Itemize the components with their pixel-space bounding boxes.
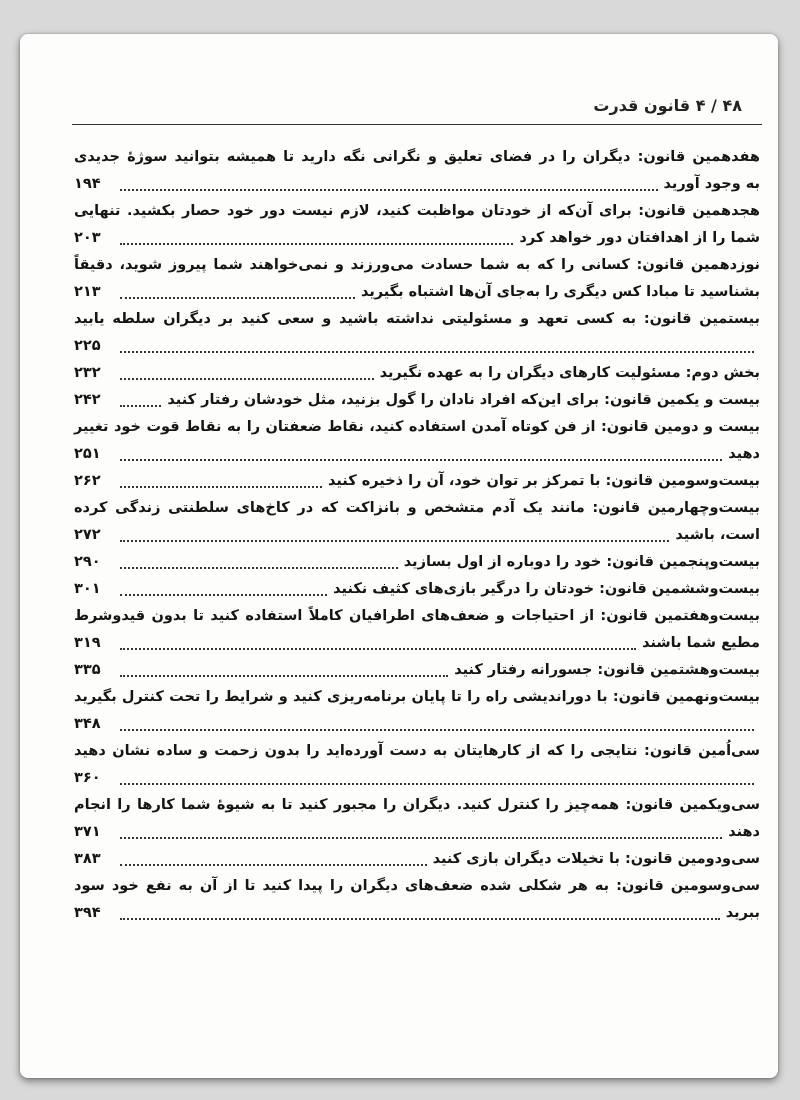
toc-page-number: ۲۴۲	[74, 392, 101, 408]
toc-page-number: ۱۹۴	[74, 176, 101, 192]
toc-entry	[74, 576, 760, 603]
toc-entry-title: بیست و یکمین قانون: برای این‌که افراد نادان را گول بزنید، مثل خودشان رفتار کنید	[167, 392, 760, 408]
toc-page-number: ۳۰۱	[74, 581, 101, 597]
toc-page-number: ۳۶۰	[74, 770, 101, 786]
toc-entry-row	[74, 846, 760, 873]
toc-entry-title: بخش دوم: مسئولیت کارهای دیگران را به عهده نگیرید	[379, 365, 760, 381]
dot-leader	[120, 405, 161, 407]
book-page	[20, 34, 778, 1078]
dot-leader	[120, 486, 322, 488]
dot-leader	[120, 837, 722, 839]
toc-entry	[74, 414, 760, 468]
toc-entry-title: نوزدهمین قانون: کسانی را که به شما حسادت می‌ورزند و نمی‌خواهند شما پیروز شوید، دقیقاً	[74, 257, 760, 273]
dot-leader	[120, 864, 427, 866]
toc-page-number: ۲۷۲	[74, 527, 101, 543]
toc-entry-row	[74, 468, 760, 495]
toc-entry-row	[74, 279, 760, 306]
dot-leader	[120, 351, 754, 353]
toc-page-number: ۲۹۰	[74, 554, 101, 570]
dot-leader	[120, 459, 722, 461]
toc-entry-row	[74, 657, 760, 684]
toc-entry-title: سی‌ویکمین قانون: همه‌چیز را کنترل کنید. دیگران را مجبور کنید تا به شیوهٔ شما کارها را انجام	[74, 797, 760, 813]
toc-entry	[74, 495, 760, 549]
toc-entry	[74, 360, 760, 387]
toc-entry-row	[74, 522, 760, 549]
toc-entry-row	[74, 441, 760, 468]
toc-entry-continuation: شما را از اهدافتان دور خواهد کرد	[519, 230, 760, 246]
toc-entry-continuation: است، باشید	[675, 527, 760, 543]
toc-entry	[74, 144, 760, 198]
toc-entry-title: بیست‌وپنجمین قانون: خود را دوباره از اول بسازید	[403, 554, 760, 570]
toc-entry	[74, 252, 760, 306]
dot-leader	[120, 675, 448, 677]
toc-entry-continuation: به وجود آورید	[663, 176, 760, 192]
toc-entry-row	[74, 360, 760, 387]
dot-leader	[120, 918, 720, 920]
toc-entry-title: سی‌وسومین قانون: به هر شکلی شده ضعف‌های دیگران را پیدا کنید تا از آن به نفع خود سود	[74, 878, 760, 894]
toc-entry-row	[74, 765, 760, 792]
toc-page-number: ۲۳۲	[74, 365, 101, 381]
dot-leader	[120, 297, 355, 299]
toc-entry-row	[74, 225, 760, 252]
toc-entry-title: هفدهمین قانون: دیگران را در فضای تعلیق و نگرانی نگه دارید تا همیشه بتوانید سوژهٔ جدیدی	[74, 149, 760, 165]
toc-page-number: ۲۱۳	[74, 284, 101, 300]
toc-entry-continuation: دهند	[728, 824, 760, 840]
dot-leader	[120, 648, 636, 650]
toc-entry	[74, 603, 760, 657]
toc-page-number: ۲۵۱	[74, 446, 101, 462]
toc-entry-row	[74, 576, 760, 603]
toc-entry-row	[74, 900, 760, 927]
toc-entry	[74, 738, 760, 792]
dot-leader	[120, 783, 754, 785]
table-of-contents	[74, 144, 760, 927]
toc-page-number: ۳۳۵	[74, 662, 101, 678]
dot-leader	[120, 243, 513, 245]
toc-entry	[74, 387, 760, 414]
toc-page-number: ۳۱۹	[74, 635, 101, 651]
toc-entry-row	[74, 630, 760, 657]
toc-page-number: ۳۷۱	[74, 824, 101, 840]
dot-leader	[120, 378, 374, 380]
toc-entry	[74, 873, 760, 927]
dot-leader	[120, 189, 658, 191]
toc-entry	[74, 684, 760, 738]
toc-entry	[74, 792, 760, 846]
toc-entry	[74, 846, 760, 873]
toc-entry-title: بیست‌وششمین قانون: خودتان را درگیر بازی‌های کثیف نکنید	[333, 581, 760, 597]
toc-entry	[74, 306, 760, 360]
dot-leader	[120, 729, 754, 731]
toc-entry	[74, 468, 760, 495]
toc-entry-title: بیست‌وهشتمین قانون: جسورانه رفتار کنید	[454, 662, 760, 678]
toc-entry-row	[74, 549, 760, 576]
toc-entry	[74, 657, 760, 684]
page-header-title: ۴۸ / ۴ قانون قدرت	[593, 96, 742, 115]
toc-page-number: ۲۰۳	[74, 230, 101, 246]
toc-entry-row	[74, 711, 760, 738]
toc-entry-title: سی‌ودومین قانون: با تخیلات دیگران بازی کنید	[432, 851, 760, 867]
toc-entry-row	[74, 387, 760, 414]
toc-entry-continuation: دهید	[728, 446, 760, 462]
toc-entry-title: هجدهمین قانون: برای آن‌که از خودتان مواظبت کنید، لازم نیست دور خود حصار بکشید. تنهایی	[74, 203, 760, 219]
toc-entry-row	[74, 819, 760, 846]
toc-page-number: ۲۶۲	[74, 473, 101, 489]
toc-entry-title: بیست‌وهفتمین قانون: از احتیاجات و ضعف‌های اطرافیان کاملاً استفاده کنید تا بدون قیدوشرط	[74, 608, 760, 624]
toc-page-number: ۳۹۴	[74, 905, 101, 921]
toc-entry-continuation: مطیع شما باشند	[642, 635, 760, 651]
toc-page-number: ۳۴۸	[74, 716, 101, 732]
toc-entry-row	[74, 171, 760, 198]
toc-entry-title: بیست‌وچهارمین قانون: مانند یک آدم متشخص و بانزاکت که در کاخ‌های سلطنتی زندگی کرده	[74, 500, 760, 516]
toc-page-number: ۲۲۵	[74, 338, 101, 354]
header-rule	[72, 124, 762, 125]
toc-entry	[74, 198, 760, 252]
dot-leader	[120, 594, 327, 596]
toc-entry-continuation: ببرید	[725, 905, 760, 921]
toc-entry-title: سی‌اُمین قانون: نتایجی را که از کارهایتان به دست آورده‌اید را بدون زحمت و ساده نشان دهید	[74, 743, 760, 759]
page-header	[72, 96, 762, 126]
toc-entry	[74, 549, 760, 576]
toc-entry-title: بیستمین قانون: به کسی تعهد و مسئولیتی نداشته باشید و سعی کنید بر دیگران سلطه یابید	[74, 311, 760, 327]
toc-entry-continuation: بشناسید تا مبادا کس دیگری را به‌جای آن‌ها اشتباه بگیرید	[360, 284, 760, 300]
dot-leader	[120, 567, 398, 569]
toc-entry-title: بیست‌ونهمین قانون: با دوراندیشی راه را تا پایان برنامه‌ریزی کنید و شرایط را تحت کنترل بگیرید	[74, 689, 760, 705]
toc-entry-row	[74, 333, 760, 360]
toc-page-number: ۳۸۳	[74, 851, 101, 867]
toc-entry-title: بیست‌وسومین قانون: با تمرکز بر توان خود، آن را ذخیره کنید	[328, 473, 760, 489]
toc-entry-title: بیست و دومین قانون: از فن کوتاه آمدن استفاده کنید، نقاط ضعفتان را به نقاط قوت خود تغییر	[74, 419, 760, 435]
dot-leader	[120, 540, 669, 542]
